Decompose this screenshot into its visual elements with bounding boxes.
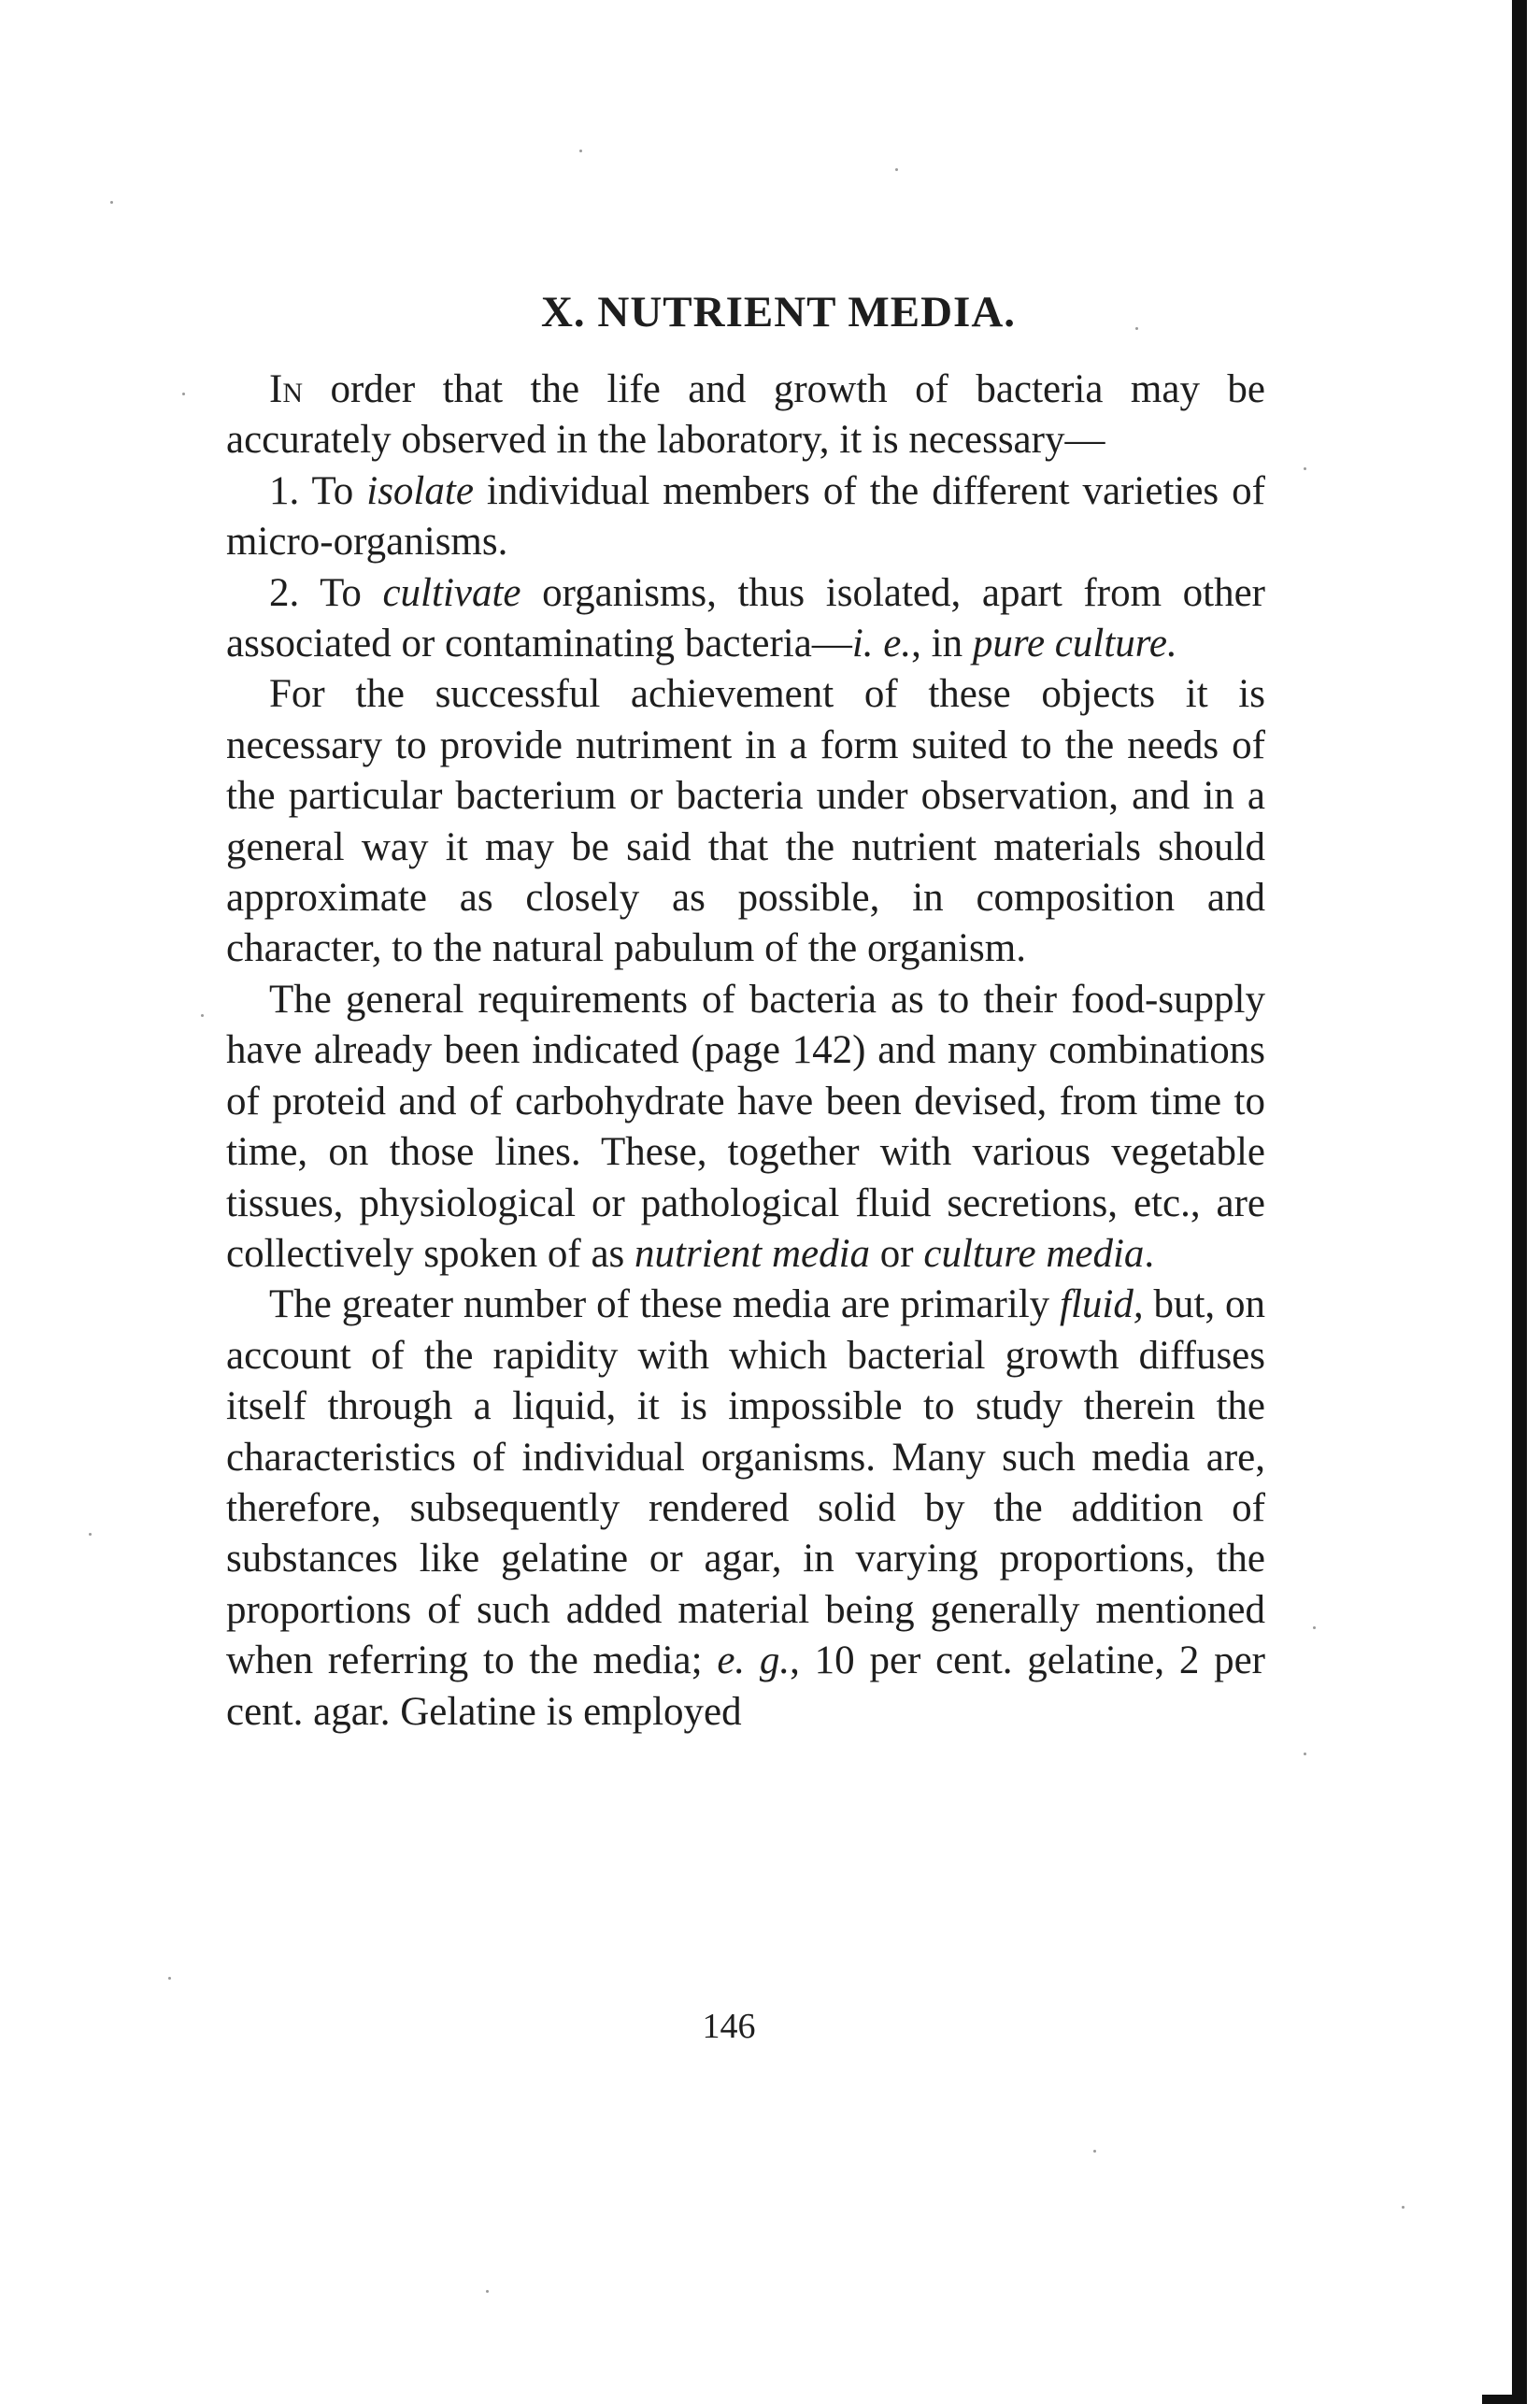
scan-speck	[1304, 1753, 1306, 1755]
scan-speck	[168, 1977, 171, 1980]
item-text: organisms, thus isolated, apart from other associated or contaminating bacteria—	[226, 570, 1265, 666]
scan-speck	[1304, 467, 1306, 470]
item-emphasis: pure culture.	[972, 622, 1177, 666]
scan-speck	[1093, 2150, 1096, 2153]
intro-text: order that the life and growth of bacteria may be accurately observed in the laboratory, it is necessary—	[226, 367, 1265, 463]
item-text: individual members of the different varieties of micro-organisms.	[226, 468, 1265, 565]
paragraph-objects: For the successful achievement of these objects it is necessary to provide nutriment in a form suited to the needs of the particular bacterium or bacteria under observation, and in a general way it may be said that the nutrient materials should approximate as closely as possible, in composition and character, to the natural pabulum of the organism.	[226, 672, 1265, 971]
item-number: 1.	[269, 468, 300, 513]
paragraph-text: , 10 per cent. gelatine, 2 per cent. agar. Gelatine is employed	[226, 1638, 1265, 1734]
list-item-isolate	[226, 466, 1265, 568]
item-number: 2.	[269, 570, 300, 615]
paragraph-text: The greater number of these media are primarily	[269, 1282, 1061, 1327]
scan-speck	[201, 1014, 204, 1017]
paragraph-intro	[226, 365, 1265, 466]
scan-speck	[89, 1533, 92, 1536]
paragraph-text: The general requirements of bacteria as to their food-supply have already been indicated (page 142) and many combinations of proteid and of carbohydrate have been devised, from time to time, on those lines. These, together with various vegetable tissues, physiological or pathological fluid secretions, etc., are collectively spoken of as	[226, 977, 1265, 1276]
paragraph-text: .	[1144, 1231, 1155, 1276]
item-emphasis: cultivate	[382, 570, 521, 615]
term-abbreviation: e. g.	[717, 1638, 791, 1683]
item-abbreviation: i. e.	[851, 622, 912, 666]
term-nutrient-media: nutrient media	[635, 1231, 871, 1276]
scan-speck	[579, 150, 582, 152]
paragraph-text: or	[870, 1231, 924, 1276]
item-text: , in	[911, 622, 973, 666]
scan-speck	[895, 168, 898, 171]
intro-lead-word: In	[269, 367, 303, 411]
page-number: 146	[702, 2007, 756, 2046]
scan-page-edge-foot	[1482, 2395, 1527, 2404]
chapter-title: X. NUTRIENT MEDIA.	[540, 288, 1017, 336]
term-culture-media: culture media	[923, 1231, 1145, 1276]
scan-page-edge	[1512, 0, 1527, 2404]
item-text: To	[299, 468, 367, 513]
item-emphasis: isolate	[366, 468, 474, 513]
paragraph-text: but, on account of the rapidity with which bacterial growth diffuses itself through a liquid, it is impossible to study therein the characteristics of individual organisms. Many such media are, therefore, subsequently rendered solid by the addition of substances like gelatine or agar, in varying proportions, the proportions of such added material being generally mentioned when referring to the media;	[226, 1282, 1265, 1683]
scan-speck	[110, 201, 113, 204]
term-fluid: fluid,	[1060, 1282, 1144, 1327]
page-text	[226, 280, 1265, 1738]
scan-speck	[1402, 2206, 1405, 2209]
item-text: To	[299, 570, 383, 615]
list-item-cultivate	[226, 568, 1265, 670]
scan-speck	[182, 393, 185, 395]
paragraph-requirements	[226, 975, 1265, 1280]
paragraph-fluid-media	[226, 1280, 1265, 1738]
scan-speck	[486, 2290, 489, 2293]
scan-speck	[1313, 1626, 1316, 1629]
